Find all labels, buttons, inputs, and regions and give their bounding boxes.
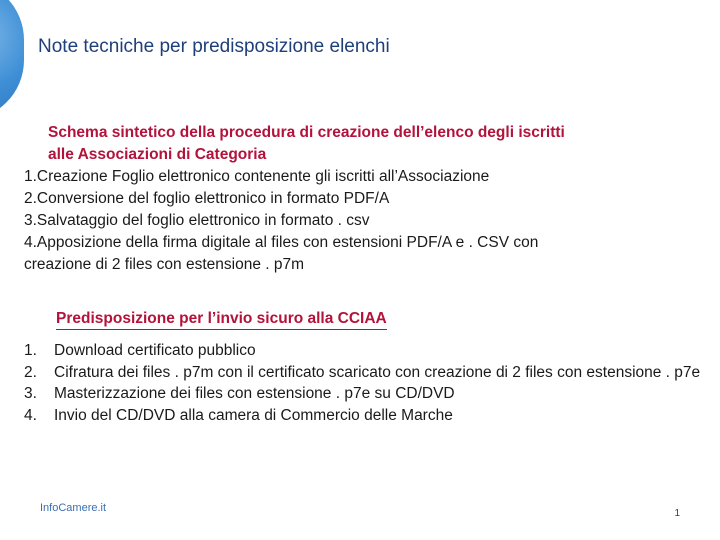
decorative-corner-shape (0, 0, 24, 120)
procedure-summary-heading-line2: alle Associazioni di Categoria (48, 146, 267, 163)
list-item-number: 1. (24, 342, 37, 359)
procedure-summary-heading-line1: Schema sintetico della procedura di creazione dell’elenco degli iscritti (48, 124, 565, 141)
list-item-number: 2. (24, 363, 37, 381)
list-item-text: Invio del CD/DVD alla camera di Commercio delle Marche (54, 406, 453, 424)
slide-title: Note tecniche per predisposizione elenchi (38, 36, 390, 57)
list-item (24, 405, 704, 427)
procedure-summary-section (24, 122, 704, 276)
list-item-text: Cifratura dei files . p7m con il certificato scaricato con creazione di 2 files con estensione . p7e (54, 363, 701, 381)
procedure-step-2: 2.Conversione del foglio elettronico in formato PDF/A (24, 190, 390, 207)
list-item (24, 383, 704, 405)
list-item (24, 340, 704, 362)
list-item-text: Masterizzazione dei files con estensione . p7e su CD/DVD (54, 385, 455, 402)
procedure-step-1: 1.Creazione Foglio elettronico contenente gli iscritti all’Associazione (24, 168, 490, 185)
secure-sending-heading-text: Predisposizione per l’invio sicuro alla CCIAA (56, 310, 387, 327)
heading-underline (56, 329, 387, 330)
procedure-summary-heading (24, 122, 704, 166)
procedure-step-4-continued: creazione di 2 files con estensione . p7m (24, 256, 305, 273)
secure-sending-heading (56, 310, 387, 330)
list-item-number: 4. (24, 406, 37, 424)
procedure-step-4: 4.Apposizione della firma digitale al files con estensioni PDF/A e . CSV con (24, 234, 539, 251)
procedure-step-3: 3.Salvataggio del foglio elettronico in formato . csv (24, 212, 370, 229)
secure-sending-list (24, 340, 704, 426)
page-number: 1 (674, 508, 680, 519)
list-item-number: 3. (24, 385, 37, 402)
infocamere-logo: InfoCamere.it (40, 502, 107, 514)
list-item (24, 362, 704, 384)
list-item-text: Download certificato pubblico (54, 342, 256, 359)
